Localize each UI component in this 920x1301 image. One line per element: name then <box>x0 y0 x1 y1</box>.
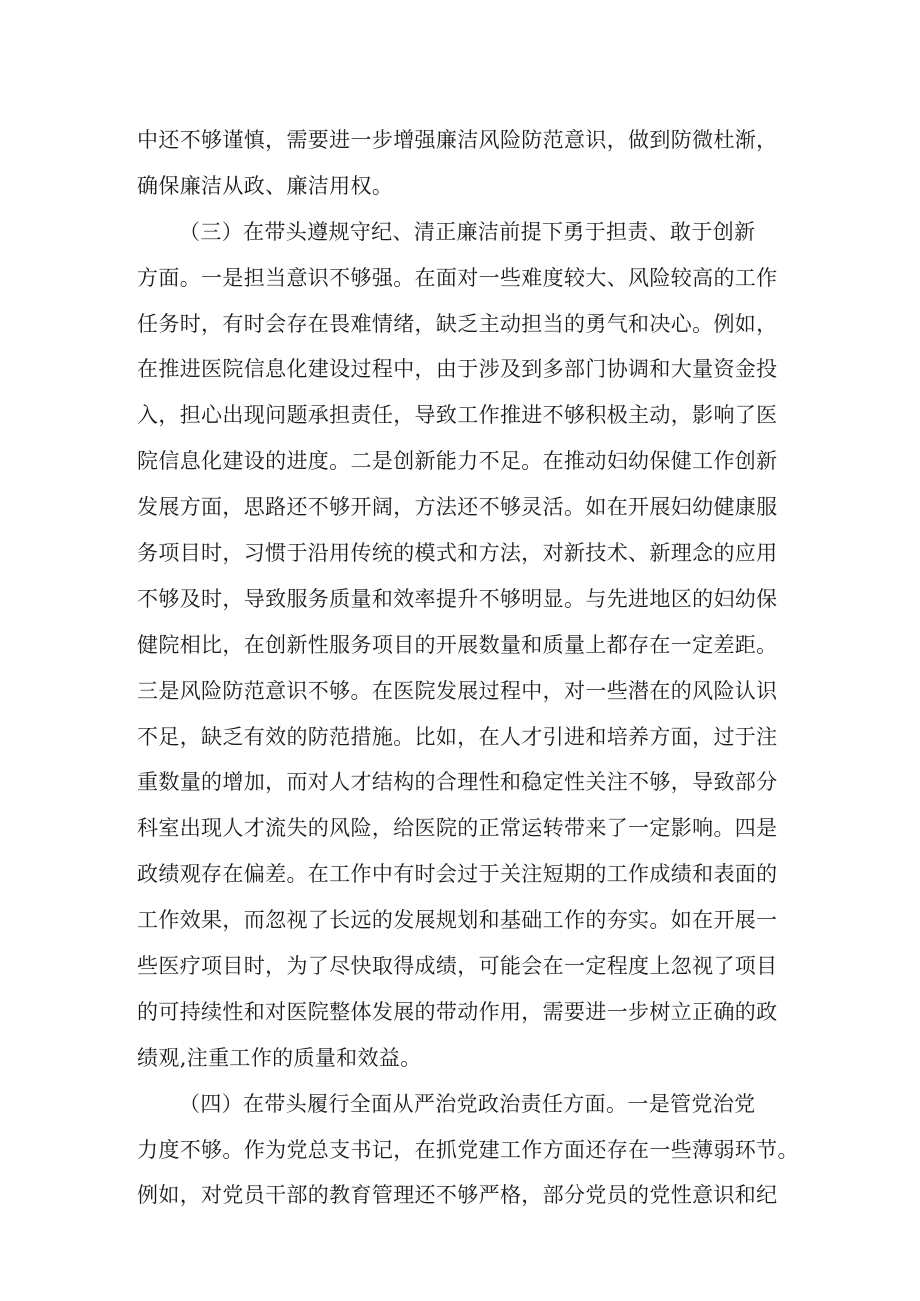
paragraph-start-line: （四）在带头履行全面从严治党政治责任方面。一是管党治党 <box>179 1091 756 1116</box>
text-line: 些医疗项目时，为了尽快取得成绩，可能会在一定程度上忽视了项目 <box>137 954 778 979</box>
text-line: 工作效果，而忽视了长远的发展规划和基础工作的夯实。如在开展一 <box>137 908 778 933</box>
text-line: 方面。一是担当意识不够强。在面对一些难度较大、风险较高的工作 <box>137 265 778 290</box>
text-line: 发展方面，思路还不够开阔，方法还不够灵活。如在开展妇幼健康服 <box>137 495 778 520</box>
text-line: 确保廉洁从政、廉洁用权。 <box>137 173 394 198</box>
text-line: 不足，缺乏有效的防范措施。比如，在人才引进和培养方面，过于注 <box>137 724 778 749</box>
text-line: 入，担心出现问题承担责任，导致工作推进不够积极主动，影响了医 <box>137 403 778 428</box>
text-line: 绩观,注重工作的质量和效益。 <box>137 1045 422 1070</box>
text-line: 重数量的增加，而对人才结构的合理性和稳定性关注不够，导致部分 <box>137 770 778 795</box>
text-line: 在推进医院信息化建设过程中，由于涉及到多部门协调和大量资金投 <box>137 357 778 382</box>
text-line: 不够及时，导致服务质量和效率提升不够明显。与先进地区的妇幼保 <box>137 586 778 611</box>
text-line: 中还不够谨慎，需要进一步增强廉洁风险防范意识，做到防微杜渐， <box>137 128 778 152</box>
text-line: 院信息化建设的进度。二是创新能力不足。在推动妇幼保健工作创新 <box>137 449 778 474</box>
body-text <box>137 118 799 1219</box>
text-line: 任务时，有时会存在畏难情绪，缺乏主动担当的勇气和决心。例如， <box>137 311 778 336</box>
text-line: 科室出现人才流失的风险，给医院的正常运转带来了一定影响。四是 <box>137 816 778 841</box>
text-line: 三是风险防范意识不够。在医院发展过程中，对一些潜在的风险认识 <box>137 678 778 703</box>
text-line: 的可持续性和对医院整体发展的带动作用，需要进一步树立正确的政 <box>137 999 778 1024</box>
text-line: 健院相比，在创新性服务项目的开展数量和质量上都存在一定差距。 <box>137 632 778 657</box>
text-line: 政绩观存在偏差。在工作中有时会过于关注短期的工作成绩和表面的 <box>137 862 778 887</box>
paragraph-start-line: （三）在带头遵规守纪、清正廉洁前提下勇于担责、敢于创新 <box>179 219 756 244</box>
text-line: 务项目时，习惯于沿用传统的模式和方法，对新技术、新理念的应用 <box>137 541 778 566</box>
text-line: 力度不够。作为党总支书记，在抓党建工作方面还存在一些薄弱环节。 <box>137 1137 799 1162</box>
text-line: 例如，对党员干部的教育管理还不够严格，部分党员的党性意识和纪 <box>137 1183 778 1208</box>
